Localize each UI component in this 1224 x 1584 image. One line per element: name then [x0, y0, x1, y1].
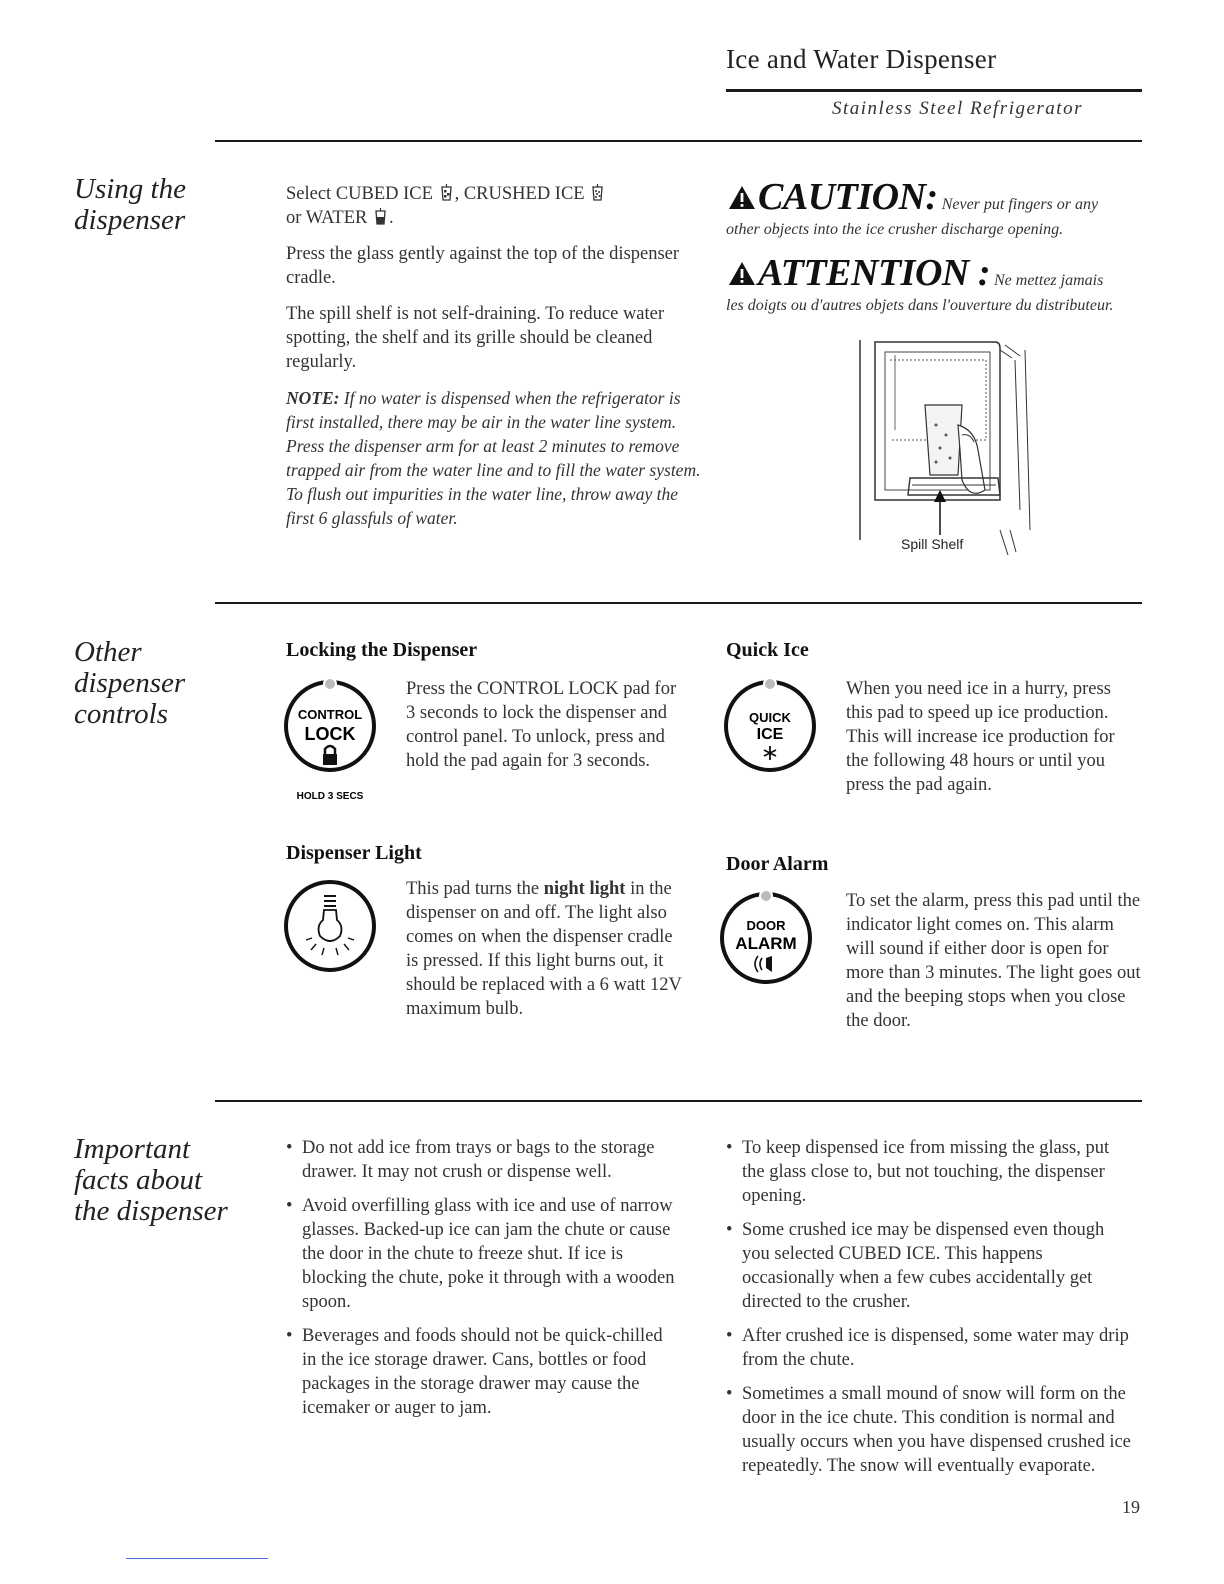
quick-ice-title: Quick Ice	[726, 639, 809, 661]
page-header-subtitle: Stainless Steel Refrigerator	[832, 98, 1083, 119]
page-number: 19	[1122, 1497, 1140, 1517]
list-item: • Some crushed ice may be dispensed even though you selected CUBED ICE. This happens occasionally when a few cubes accidentally get directed to the crusher.	[726, 1218, 1136, 1314]
light-text-b: in the dispenser on and off. The light also comes on when the dispenser cradle is pressed. If this light burns out, it should be replaced with a 6 watt 12V maximum bulb.	[406, 879, 682, 1019]
heading-line: dispenser	[74, 204, 186, 236]
door-alarm-pad-icon	[716, 886, 816, 996]
bottom-link-line	[126, 1558, 268, 1559]
pad-text: ALARM	[735, 934, 797, 953]
note-label: NOTE:	[286, 388, 340, 408]
dispenser-illustration	[850, 330, 1050, 570]
pad-text: ICE	[756, 726, 784, 743]
facts-list-right	[726, 1136, 1136, 1488]
list-item: • Do not add ice from trays or bags to the storage drawer. It may not crush or dispense well.	[286, 1136, 678, 1184]
caution-text-line1: Never put fingers or any	[941, 196, 1099, 213]
control-lock-pad-icon	[282, 674, 382, 804]
caution-word: CAUTION:	[758, 176, 938, 218]
caution-text-line2: other objects into the ice crusher discharge opening.	[726, 221, 1064, 238]
list-item: • Sometimes a small mound of snow will form on the door in the ice chute. This condition is normal and usually occurs when you have dispensed crushed ice repeatedly. The snow will eventually evaporate.	[726, 1382, 1136, 1478]
select-water-text: or WATER	[286, 208, 368, 228]
select-instructions	[286, 182, 706, 230]
light-text	[406, 877, 686, 1021]
attention-heading-line	[726, 251, 1146, 295]
warning-triangle-icon	[728, 261, 756, 286]
lock-title: Locking the Dispenser	[286, 639, 478, 661]
header-rule	[726, 89, 1142, 92]
light-title: Dispenser Light	[286, 842, 422, 864]
door-alarm-title: Door Alarm	[726, 853, 829, 875]
heading-line: Other	[74, 636, 142, 668]
section-rule-bottom	[215, 1100, 1142, 1102]
list-item: • After crushed ice is dispensed, some water may drip from the chute.	[726, 1324, 1136, 1372]
select-period: .	[389, 208, 394, 228]
paragraph-press-glass: Press the glass gently against the top of the dispenser cradle.	[286, 244, 680, 288]
pad-text: QUICK	[749, 710, 791, 725]
heading-line: dispenser	[74, 667, 186, 699]
quick-ice-text: When you need ice in a hurry, press this pad to speed up ice production. This will increase ice production for the following 48 hours or until you press the pad again.	[846, 679, 1115, 795]
heading-line: controls	[74, 698, 168, 730]
cubed-ice-icon	[440, 184, 453, 202]
warning-triangle-icon	[728, 185, 756, 210]
list-item: • To keep dispensed ice from missing the glass, put the glass close to, but not touching, the dispenser opening.	[726, 1136, 1136, 1208]
attention-text-line1: Ne mettez jamais	[994, 272, 1104, 289]
select-cubed-text: Select CUBED ICE	[286, 184, 433, 204]
caution-block	[726, 175, 1146, 317]
light-text-a: This pad turns the	[406, 879, 544, 899]
list-item: • Avoid overfilling glass with ice and use of narrow glasses. Backed-up ice can jam the chute or cause the door in the chute to freeze shut. If ice is blocking the chute, poke it through with a wooden spoon.	[286, 1194, 678, 1314]
using-text-column	[286, 182, 706, 530]
crushed-ice-icon	[591, 184, 604, 202]
note-paragraph	[286, 386, 706, 530]
heading-line: the dispenser	[74, 1195, 228, 1227]
hold-label: HOLD 3 SECS	[296, 791, 364, 802]
section-heading-other	[74, 637, 185, 730]
spill-shelf-label: Spill Shelf	[901, 536, 964, 552]
heading-line: Using the	[74, 173, 186, 205]
select-crushed-text: , CRUSHED ICE	[454, 184, 585, 204]
door-alarm-text: To set the alarm, press this pad until the indicator light comes on. This alarm will sound if either door is open for more than 3 minutes. The light goes out and the beeping stops when you close the door.	[846, 891, 1141, 1031]
section-heading-using	[74, 174, 186, 236]
section-rule-middle	[215, 602, 1142, 604]
note-text: If no water is dispensed when the refrigerator is first installed, there may be air in the water line system. Press the dispenser arm for at least 2 minutes to remove trapped air from the water line and to fill the water system. To flush out impurities in the water line, throw away the first 6 glassfuls of water.	[286, 388, 701, 528]
dispenser-light-pad-icon	[282, 874, 382, 974]
lock-text: Press the CONTROL LOCK pad for 3 seconds to lock the dispenser and control panel. To unlock, press and hold the pad again for 3 seconds.	[406, 679, 677, 771]
heading-line: Important	[74, 1133, 190, 1165]
list-item: • Beverages and foods should not be quick-chilled in the ice storage drawer. Cans, bottles or food packages in the storage drawer may cause the icemaker or auger to jam.	[286, 1324, 678, 1420]
section-heading-facts	[74, 1134, 228, 1227]
pad-text: LOCK	[304, 724, 356, 744]
attention-text: les doigts ou d'autres objets dans l'ouverture du distributeur.	[726, 297, 1114, 314]
pad-text: DOOR	[746, 918, 786, 933]
paragraph-spill-shelf: The spill shelf is not self-draining. To reduce water spotting, the shelf and its grille should be cleaned regularly.	[286, 304, 665, 372]
caution-heading-line	[726, 175, 1146, 219]
page-header-title: Ice and Water Dispenser	[726, 44, 997, 74]
water-icon	[374, 208, 387, 226]
section-rule-top	[215, 140, 1142, 142]
pad-text: CONTROL	[297, 707, 363, 722]
light-text-bold: night light	[543, 879, 626, 899]
facts-list-left	[286, 1136, 678, 1430]
quick-ice-pad-icon	[722, 674, 822, 784]
heading-line: facts about	[74, 1164, 203, 1196]
attention-word: ATTENTION :	[758, 252, 990, 294]
